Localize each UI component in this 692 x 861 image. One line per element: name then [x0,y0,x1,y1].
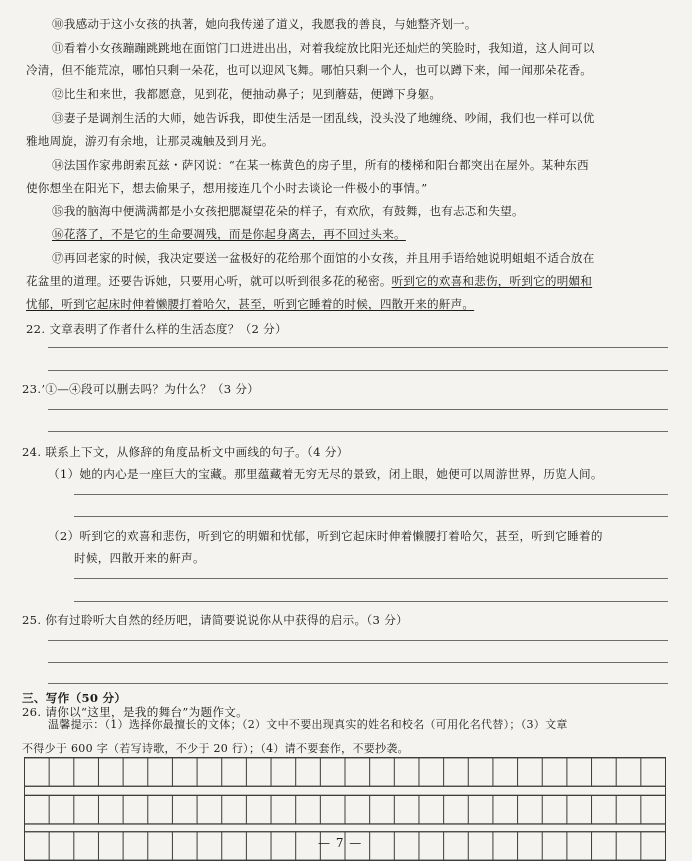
paragraph-14-line1: ⑭法国作家弗朗索瓦兹・萨冈说：“在某一栋黄色的房子里，所有的楼梯和阳台都突出在屋外。某种东西 [52,158,589,172]
question-25: 25. 你有过聆听大自然的经历吧，请简要说说你从中获得的启示。（3 分） [22,613,408,627]
writing-section-heading: 三、写作（50 分） [22,691,127,705]
question-24-part2-line1: （2）听到它的欢喜和悲伤，听到它的明媚和忧郁，听到它起床时伸着懒腰打着哈欠，甚至，听到它睡着的 [48,529,603,543]
writing-tips-line1: 温馨提示：（1）选择你最擅长的文体；（2）文中不要出现真实的姓名和校名（可用化名代替）；（3）文章 [48,718,568,731]
answer-line[interactable] [48,370,668,371]
writing-tips-line2: 不得少于 600 字（若写诗歌，不少于 20 行）；（4）请不要套作，不要抄袭。 [22,742,409,755]
paragraph-15: ⑮我的脑海中便满满都是小女孩把腮凝望花朵的样子，有欢欣，有鼓舞，也有忐忑和失望。 [52,204,524,218]
paragraph-13-line2: 雅地周旋，游刃有余地，让那灵魂触及到月光。 [26,134,274,148]
paragraph-11-line2: 冷清，但不能荒凉，哪怕只剩一朵花，也可以迎风飞舞。哪怕只剩一个人，也可以蹲下来，闻一闻那朵花香。 [26,63,593,77]
answer-line[interactable] [48,347,668,348]
paragraph-17-line2 [26,273,592,289]
page-number: — 7 — [318,836,363,850]
answer-line[interactable] [48,662,668,663]
answer-line[interactable] [74,601,668,602]
answer-line[interactable] [48,640,668,641]
answer-line[interactable] [48,683,668,684]
question-24-part2-line2: 时候，四散开来的鼾声。 [74,551,205,565]
question-24: 24. 联系上下文，从修辞的角度品析文中画线的句子。（4 分） [22,445,349,459]
paragraph-11-line1: ⑪看着小女孩蹦蹦跳跳地在面馆门口进进出出，对着我绽放比阳光还灿烂的笑脸时，我知道，这人间可以 [52,41,595,55]
composition-grid[interactable] [24,757,666,837]
question-24-part1: （1）她的内心是一座巨大的宝藏。那里蕴藏着无穷无尽的景致，闭上眼，她便可以周游世界，历览人间。 [48,467,603,481]
paragraph-10: ⑩我感动于这小女孩的执著，她向我传递了道义，我愿我的善良，与她整齐划一。 [52,17,477,31]
answer-line[interactable] [74,494,668,495]
answer-line[interactable] [74,578,668,579]
question-23: 23.’①—④段可以删去吗？为什么？（3 分） [22,382,260,396]
answer-line[interactable] [74,516,668,517]
question-22: 22. 文章表明了作者什么样的生活态度？（2 分） [26,322,287,336]
paragraph-17-line3-underlined: 忧郁，听到它起床时伸着懒腰打着哈欠，甚至，听到它睡着的时候，四散开来的鼾声。 [26,297,475,311]
paragraph-17-line1: ⑰再回老家的时候，我决定要送一盆极好的花给那个面馆的小女孩，并且用手语给她说明蛆蛆不适合放在 [52,251,595,265]
answer-line[interactable] [48,431,668,432]
question-26: 26. 请你以“这里，是我的舞台”为题作文。 [22,705,249,719]
paragraph-14-line2: 使你想坐在阳光下，想去偷果子，想用接连几个小时去谈论一件极小的事情。” [26,181,428,195]
paragraph-12: ⑫比生和来世，我都愿意，见到花，便抽动鼻子；见到蘑菇，便蹲下身躯。 [52,87,442,101]
answer-line[interactable] [48,409,668,410]
paragraph-13-line1: ⑬妻子是调剂生活的大师，她告诉我，即使生活是一团乱线，没头没了地缠绕、吵闹，我们也一样可以优 [52,111,595,125]
underlined-sentence-start: 听到它的欢喜和悲伤，听到它的明媚和 [391,274,593,288]
paragraph-17-line2-plain: 花盆里的道理。还要告诉她，只要用心听，就可以听到很多花的秘密。 [26,274,392,288]
paragraph-16: ⑯花落了，不是它的生命要凋残，而是你起身离去，再不回过头来。 [52,227,406,241]
